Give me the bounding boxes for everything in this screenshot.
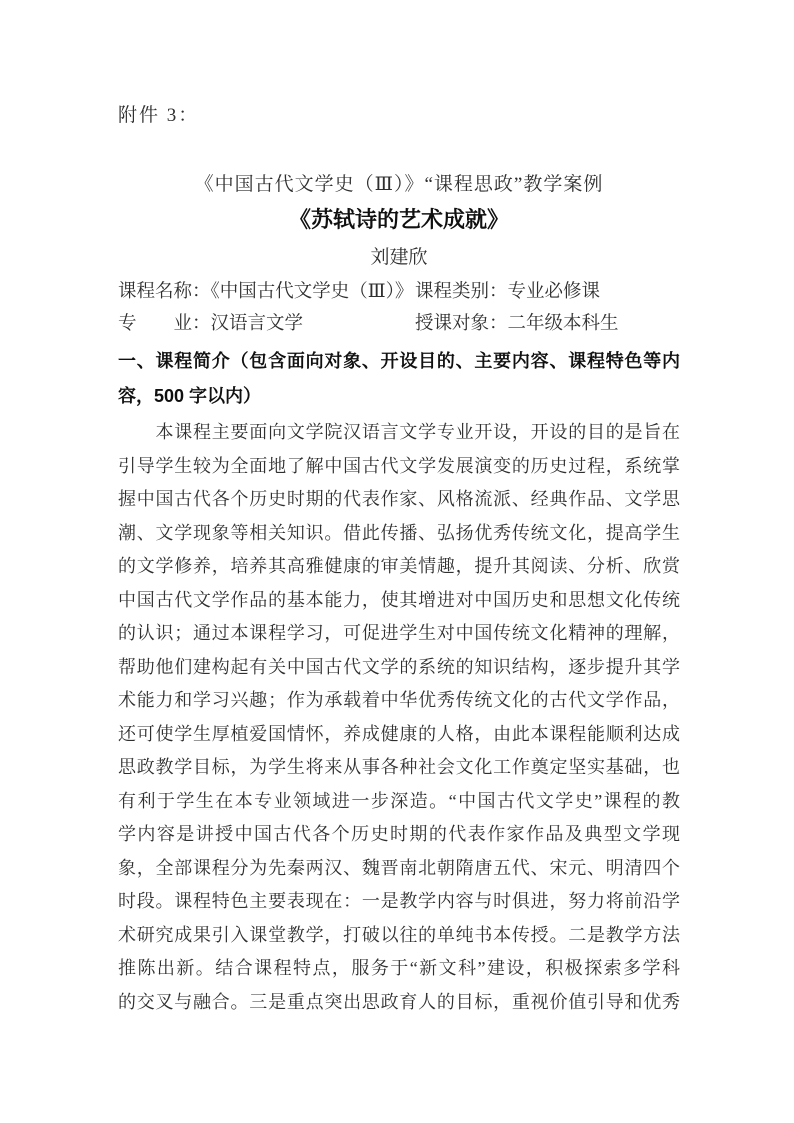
section-heading-course-intro (118, 344, 680, 414)
course-type-cell (415, 276, 680, 308)
body-line: 术能力和学习兴趣；作为承载着中华优秀传统文化的古代文学作品， (118, 690, 680, 710)
body-line: 象，全部课程分为先秦两汉、魏晋南北朝隋唐五代、宋元、明清四个 (118, 857, 680, 878)
meta-row-course-name (118, 276, 680, 308)
body-line: 的文学修养，培养其高雅健康的审美情趣，提升其阅读、分析、欣赏 (118, 556, 680, 576)
audience-value: 二年级本科生 (507, 314, 619, 334)
attachment-label: 附件 3： (118, 105, 200, 126)
audience-cell (415, 308, 680, 340)
course-meta (118, 276, 680, 340)
major-value: 汉语言文学 (210, 314, 304, 334)
body-line: 握中国古代各个历史时期的代表作家、风格流派、经典作品、文学思 (118, 489, 680, 509)
body-line: 思政教学目标，为学生将来从事各种社会文化工作奠定坚实基础，也 (118, 757, 680, 777)
body-line: 潮、文学现象等相关知识。借此传播、弘扬优秀传统文化，提高学生 (118, 522, 680, 543)
section-heading-line-2: 容，500 字以内） (118, 386, 262, 406)
body-line: 时段。课程特色主要表现在：一是教学内容与时俱进，努力将前沿学 (118, 891, 680, 911)
body-line: 学内容是讲授中国古代各个历史时期的代表作家作品及典型文学现 (118, 824, 680, 844)
major-cell (118, 308, 415, 340)
course-type-label: 课程类别： (415, 282, 508, 302)
major-label: 专 业： (118, 314, 211, 334)
author-name: 刘建欣 (370, 247, 428, 268)
section-heading-line-1: 一、课程简介（包含面向对象、开设目的、主要内容、课程特色等内 (118, 351, 680, 371)
meta-row-major (118, 308, 680, 340)
body-line: 中国古代文学作品的基本能力，使其增进对中国历史和思想文化传统 (118, 589, 680, 610)
course-type-value: 专业必修课 (507, 282, 601, 302)
body-line: 的交叉与融合。三是重点突出思政育人的目标，重视价值引导和优秀 (118, 991, 680, 1012)
document-subtitle: 《苏轼诗的艺术成就》 (288, 207, 509, 232)
course-name-cell (118, 276, 415, 308)
body-line: 本课程主要面向文学院汉语言文学专业开设，开设的目的是旨在 (118, 422, 680, 442)
course-name-value: 《中国古代文学史（Ⅲ）》 (210, 282, 414, 302)
audience-label: 授课对象： (415, 314, 508, 334)
body-line: 术研究成果引入课堂教学，打破以往的单纯书本传授。二是教学方法 (118, 924, 680, 945)
body-line: 推陈出新。结合课程特点，服务于“新文科”建设，积极探索多学科 (118, 958, 680, 978)
body-line: 有利于学生在本专业领域进一步深造。“中国古代文学史”课程的教 (118, 790, 680, 811)
document-title: 《中国古代文学史（Ⅲ）》“课程思政”教学案例 (194, 174, 604, 195)
body-line: 的认识；通过本课程学习，可促进学生对中国传统文化精神的理解， (118, 623, 680, 643)
body-line: 帮助他们建构起有关中国古代文学的系统的知识结构，逐步提升其学 (118, 656, 680, 677)
course-name-label: 课程名称： (118, 282, 211, 302)
body-line: 还可使学生厚植爱国情怀，养成健康的人格，由此本课程能顺利达成 (118, 723, 680, 744)
body-line: 引导学生较为全面地了解中国古代文学发展演变的历史过程，系统掌 (118, 455, 680, 476)
course-intro-paragraph (118, 416, 680, 1019)
